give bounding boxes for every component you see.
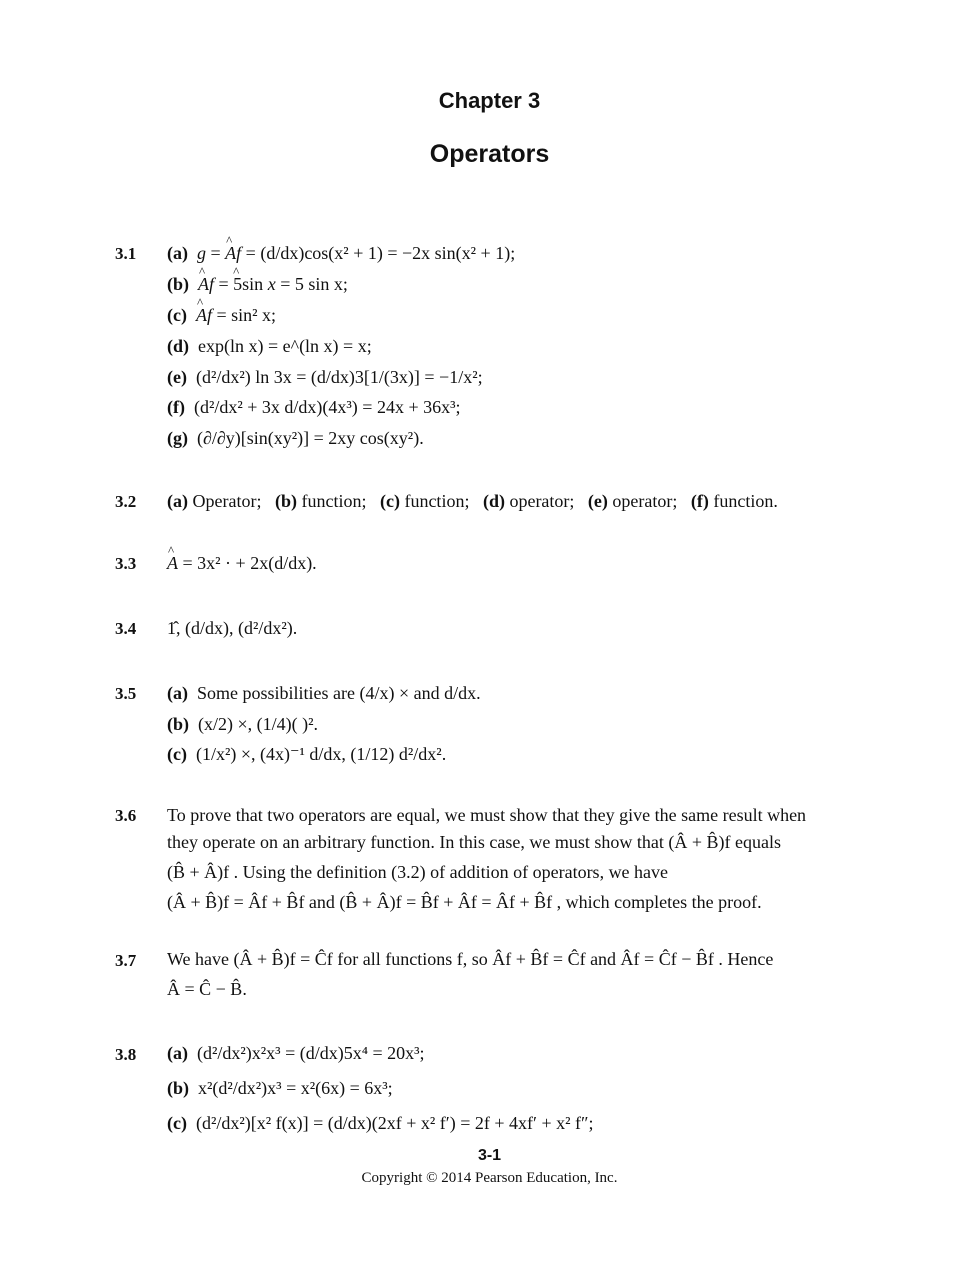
problem-3-7-line: We have (Â + B̂)f = Ĉf for all functions f, so Âf + B̂f = Ĉf and Âf = Ĉf − B̂f . Hence <box>167 949 774 969</box>
problem-3-7-line: Â = Ĉ − B̂. <box>167 979 247 999</box>
part-label: (e) <box>167 367 187 387</box>
problem-3-3: ^ A = 3x² · + 2x(d/dx). <box>167 553 317 574</box>
problem-3-8-a <box>167 1043 425 1064</box>
problem-number-3-2: 3.2 <box>115 492 137 511</box>
part-label: (f) <box>167 397 185 417</box>
part-label: (c) <box>379 491 400 511</box>
part-label: (a) <box>167 491 188 511</box>
problem-3-1-b: (b) ^ Af = ^ 5sin x = 5 sin x; <box>167 274 348 295</box>
problem-3-8-b <box>167 1078 393 1099</box>
problem-3-6-line: To prove that two operators are equal, we must show that they give the same result when <box>167 805 807 825</box>
part-text: (d²/dx²) ln 3x = (d/dx)3[1/(3x)] = −1/x²; <box>195 367 483 387</box>
part-text: 5 sin x; <box>294 274 348 294</box>
part-label: (b) <box>167 714 189 734</box>
problem-3-1-c: (c) ^ Af = sin² x; <box>167 305 276 326</box>
part-text: Operator; <box>192 491 262 511</box>
problem-3-1-a: (a) g = ^ Af = (d/dx)cos(x² + 1) = −2x sin(x² + 1); <box>167 243 515 264</box>
problem-3-1-e <box>167 367 483 388</box>
part-text: = 3x² · + 2x(d/dx). <box>182 553 317 573</box>
part-text: function; <box>404 491 470 511</box>
part-label: (c) <box>167 744 187 764</box>
part-text: (1/x²) ×, (4x)⁻¹ d/dx, (1/12) d²/dx². <box>195 744 447 764</box>
part-label: (c) <box>167 1113 187 1133</box>
part-label: (a) <box>167 683 188 703</box>
problem-number-3-1: 3.1 <box>115 244 137 263</box>
part-text: (d²/dx² + 3x d/dx)(4x³) = 24x + 36x³; <box>193 397 461 417</box>
part-text: x²(d²/dx²)x³ = x²(6x) = 6x³; <box>198 1078 393 1098</box>
problem-3-1-g <box>167 428 424 449</box>
problem-3-6-line: (Â + B̂)f = Âf + B̂f and (B̂ + Â)f = B̂f + Âf = Âf + B̂f , which completes the proof. <box>167 892 762 912</box>
problem-3-4: 1̂, (d/dx), (d²/dx²). <box>167 618 298 638</box>
part-label: (d) <box>167 336 189 356</box>
part-text: exp(ln x) = e^(ln x) = x; <box>198 336 372 356</box>
part-label: (g) <box>167 428 188 448</box>
problem-number-3-7: 3.7 <box>115 951 137 970</box>
part-label: (b) <box>167 1078 189 1098</box>
part-text: operator; <box>509 491 575 511</box>
chapter-title: Operators <box>429 140 550 168</box>
problem-3-2 <box>167 491 778 512</box>
copyright-notice: Copyright © 2014 Pearson Education, Inc. <box>361 1170 618 1186</box>
part-label: (f) <box>690 491 709 511</box>
part-text: operator; <box>612 491 678 511</box>
problem-3-5-a <box>167 683 481 704</box>
part-label: (a) <box>167 243 188 263</box>
problem-3-1-d <box>167 336 372 357</box>
part-text: (∂/∂y)[sin(xy²)] = 2xy cos(xy²). <box>197 428 424 448</box>
problem-3-6-line: they operate on an arbitrary function. In this case, we must show that (Â + B̂)f equals <box>167 832 781 852</box>
page-number: 3-1 <box>477 1147 502 1164</box>
part-text: function. <box>713 491 778 511</box>
problem-3-5-c <box>167 744 446 765</box>
problem-3-8-c <box>167 1113 594 1134</box>
problem-number-3-3: 3.3 <box>115 554 137 573</box>
problem-number-3-8: 3.8 <box>115 1045 137 1064</box>
part-label: (a) <box>167 1043 188 1063</box>
part-text: (d²/dx²)x²x³ = (d/dx)5x⁴ = 20x³; <box>197 1043 425 1063</box>
part-text: (d²/dx²)[x² f(x)] = (d/dx)(2xf + x² f′) = 2f + 4xf′ + x² f″; <box>195 1113 594 1133</box>
problem-3-1-f <box>167 397 461 418</box>
part-label: (e) <box>587 491 608 511</box>
part-label: (d) <box>482 491 505 511</box>
part-text: Some possibilities are (4/x) × and d/dx. <box>197 683 481 703</box>
problem-3-5-b <box>167 714 318 735</box>
chapter-heading: Chapter 3 <box>438 88 541 113</box>
part-label: (b) <box>167 274 189 294</box>
problem-number-3-4: 3.4 <box>115 619 137 638</box>
part-label: (b) <box>274 491 297 511</box>
part-text: (x/2) ×, (1/4)( )². <box>198 714 319 734</box>
part-text: function; <box>301 491 367 511</box>
problem-3-6-line: (B̂ + Â)f . Using the definition (3.2) of addition of operators, we have <box>167 862 669 882</box>
part-text: sin² x; <box>231 305 277 325</box>
problem-number-3-6: 3.6 <box>115 806 137 825</box>
part-label: (c) <box>167 305 187 325</box>
part-text: (d/dx)cos(x² + 1) = −2x sin(x² + 1); <box>260 243 516 263</box>
problem-number-3-5: 3.5 <box>115 684 137 703</box>
